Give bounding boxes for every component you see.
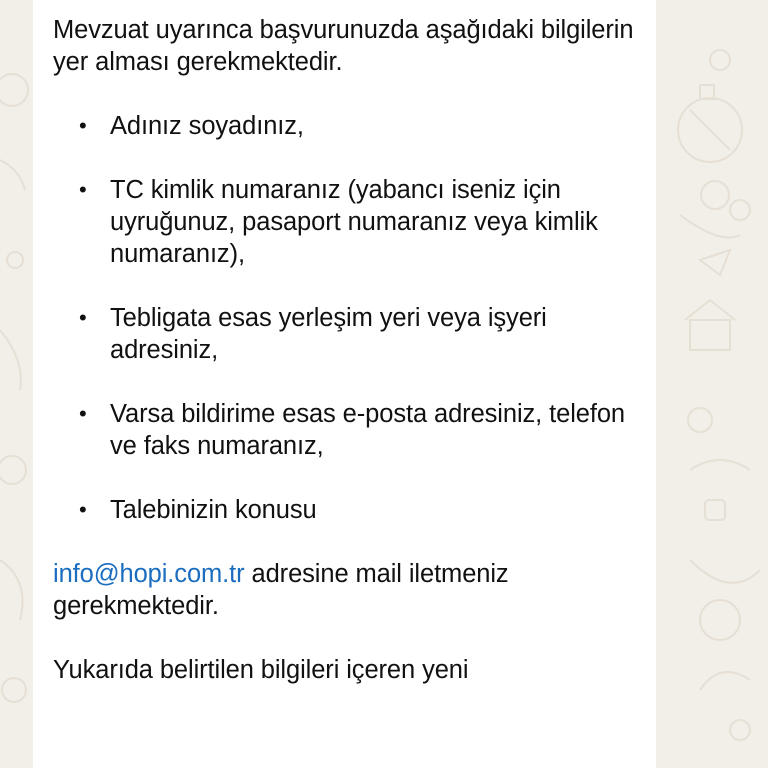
message-bubble — [33, 0, 656, 768]
email-link[interactable]: info@hopi.com.tr — [53, 560, 245, 588]
message-intro: Mevzuat uyarınca başvurunuzda aşağıdaki bilgilerin yer alması gerekmektedir. — [53, 16, 634, 76]
list-item-text: Tebligata esas yerleşim yeri veya işyeri adresiniz, — [110, 304, 547, 364]
bullet-icon: • — [79, 177, 87, 202]
list-item-text: TC kimlik numaranız (yabancı iseniz için uyruğunuz, pasaport numaranız veya kimlik numaranız), — [110, 176, 598, 268]
list-item — [53, 110, 636, 142]
paragraph-spacer — [53, 622, 636, 654]
list-item-text: Adınız soyadınız, — [110, 112, 304, 140]
list-item-text: Talebinizin konusu — [110, 496, 317, 524]
bullet-icon: • — [79, 401, 87, 426]
bullet-icon: • — [79, 497, 87, 522]
closing-text: Yukarıda belirtilen bilgileri içeren yeni — [53, 656, 469, 684]
email-instruction — [53, 558, 636, 622]
list-item — [53, 174, 636, 270]
email-instruction-text: adresine mail iletmeniz gerekmektedir. — [53, 560, 509, 620]
bullet-icon: • — [79, 113, 87, 138]
list-item — [53, 302, 636, 366]
list-item-text: Varsa bildirime esas e-posta adresiniz, telefon ve faks numaranız, — [110, 400, 625, 460]
list-item — [53, 398, 636, 462]
list-item — [53, 494, 636, 526]
requirements-list — [53, 110, 636, 526]
bullet-icon: • — [79, 305, 87, 330]
